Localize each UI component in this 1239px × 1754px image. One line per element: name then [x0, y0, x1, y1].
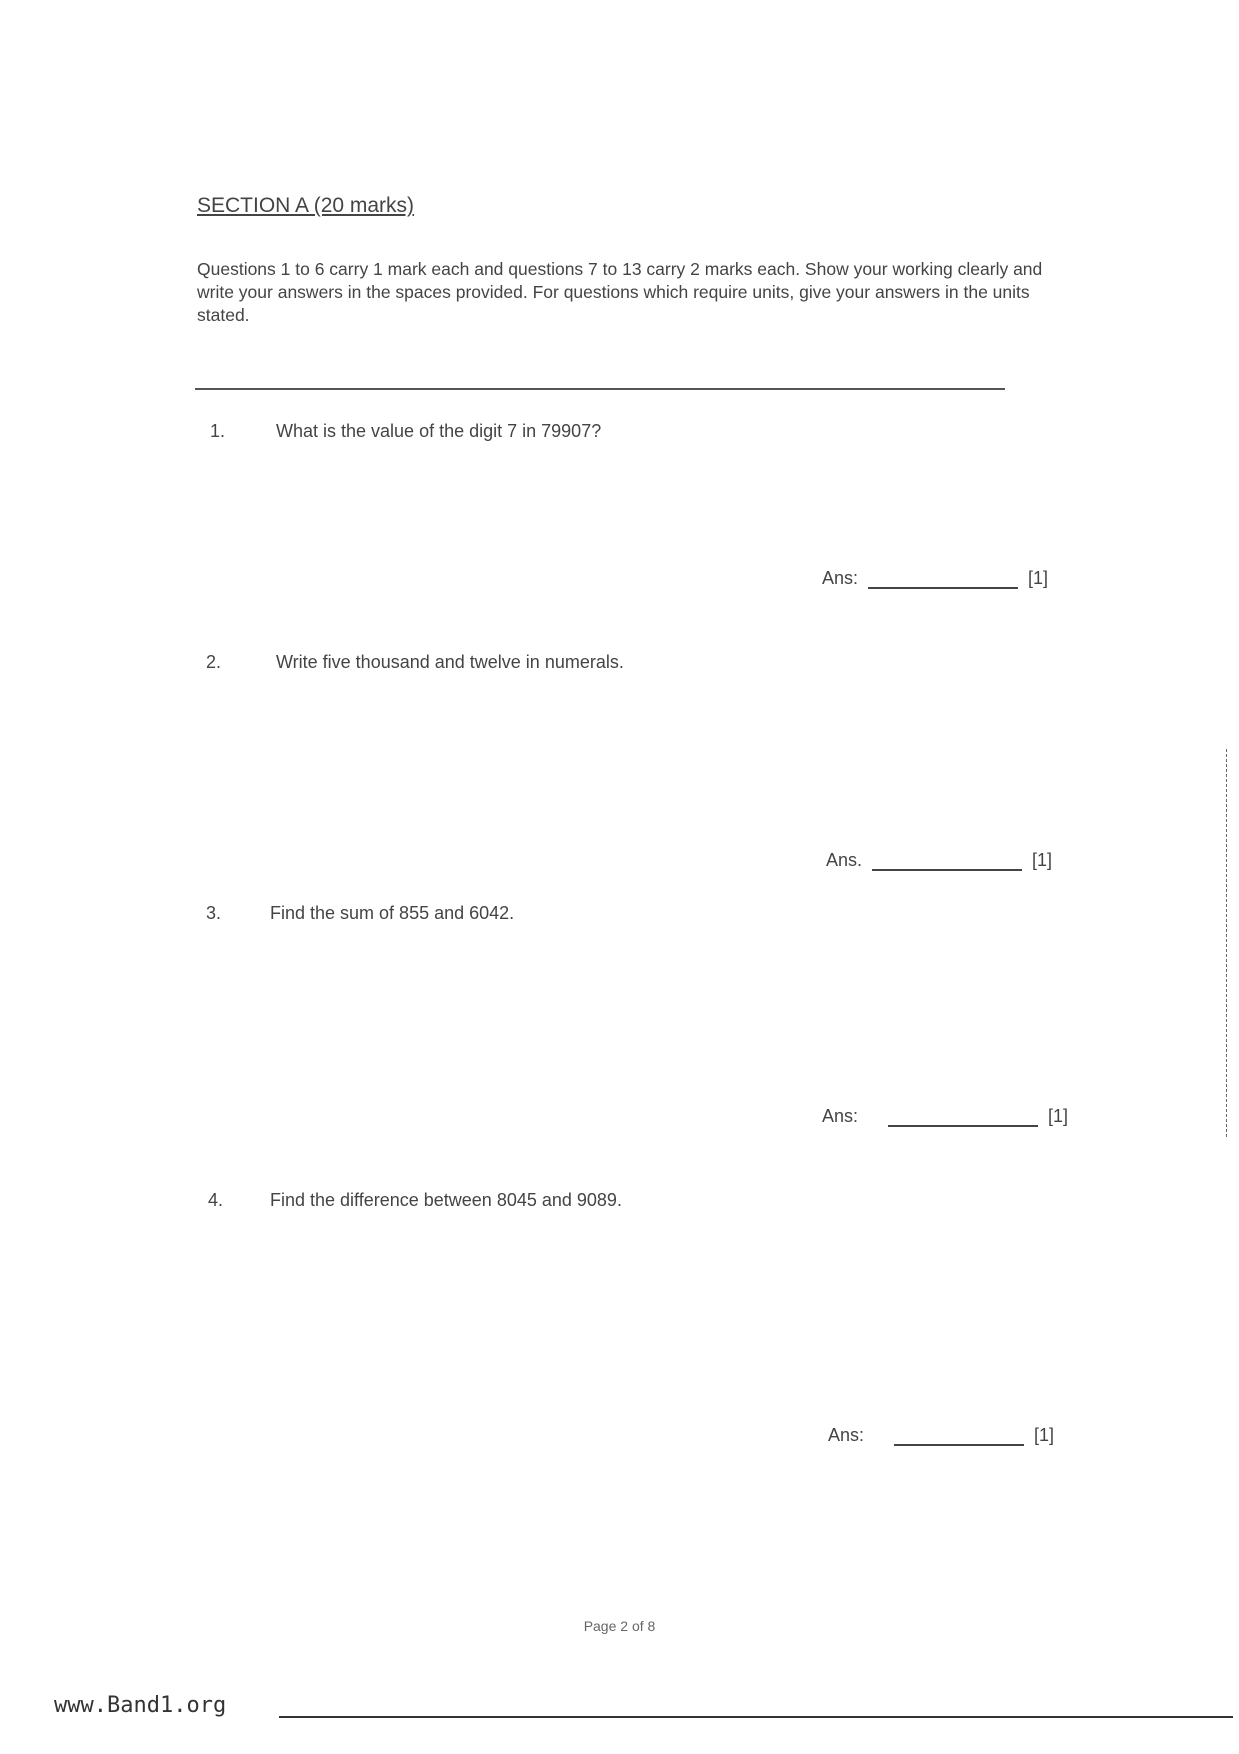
divider	[195, 388, 1005, 390]
question-1-number: 1.	[210, 421, 226, 441]
answer-label: Ans:	[822, 568, 859, 588]
marks: [1]	[1028, 568, 1049, 588]
question-2-answer	[826, 850, 1052, 871]
section-heading: SECTION A (20 marks)	[197, 194, 415, 217]
margin-dotted-line	[1226, 749, 1227, 1137]
answer-blank[interactable]	[888, 1109, 1038, 1127]
question-4-text: Find the difference between 8045 and 9089.	[270, 1190, 622, 1210]
marks: [1]	[1034, 1425, 1055, 1445]
answer-label: Ans.	[826, 850, 863, 870]
question-1-answer	[822, 568, 1048, 589]
answer-blank[interactable]	[894, 1428, 1024, 1446]
marks: [1]	[1032, 850, 1053, 870]
question-1-text: What is the value of the digit 7 in 79907?	[276, 421, 602, 441]
site-watermark: www.Band1.org	[54, 1693, 227, 1718]
footer-rule	[279, 1716, 1233, 1718]
marks: [1]	[1048, 1106, 1069, 1126]
question-3-number: 3.	[206, 903, 222, 923]
answer-blank[interactable]	[868, 571, 1018, 589]
section-instructions: Questions 1 to 6 carry 1 mark each and questions 7 to 13 carry 2 marks each. Show your working clearly and write your answers in the spaces provided. For questions which require units, give your answers in the units stated.	[197, 259, 1043, 325]
answer-label: Ans:	[828, 1425, 865, 1445]
question-2-text: Write five thousand and twelve in numerals.	[276, 652, 624, 672]
question-3-text: Find the sum of 855 and 6042.	[270, 903, 515, 923]
page-number: Page 2 of 8	[583, 1618, 656, 1634]
answer-blank[interactable]	[872, 853, 1022, 871]
question-4-number: 4.	[208, 1190, 224, 1210]
question-2-number: 2.	[206, 652, 222, 672]
question-4-answer	[828, 1425, 1054, 1446]
question-3-answer	[822, 1106, 1068, 1127]
answer-label: Ans:	[822, 1106, 859, 1126]
